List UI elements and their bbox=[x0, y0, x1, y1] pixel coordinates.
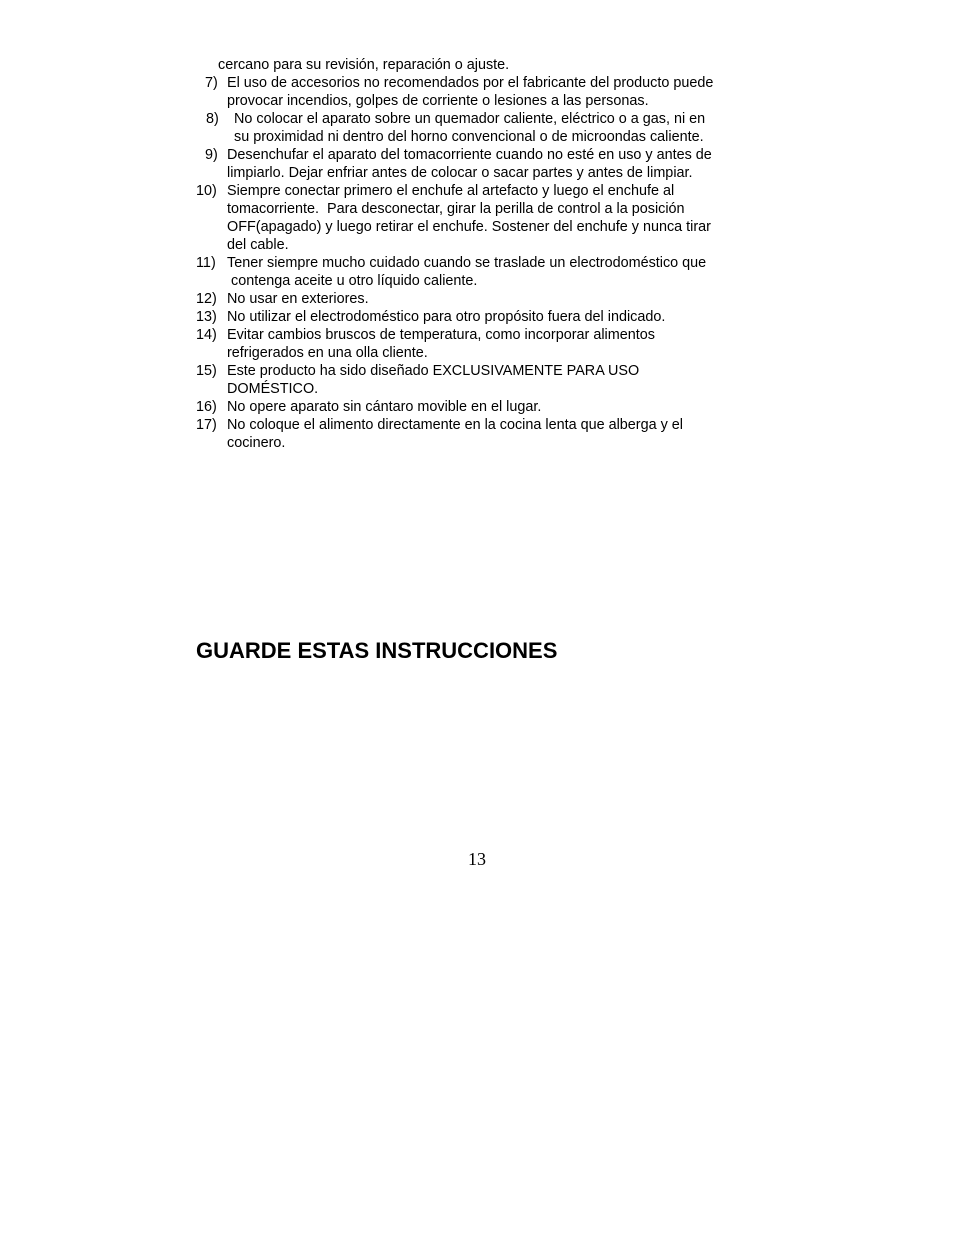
item-line: DOMÉSTICO. bbox=[227, 381, 319, 397]
item-number: 13) bbox=[196, 309, 217, 325]
section-heading: GUARDE ESTAS INSTRUCCIONES bbox=[196, 638, 558, 663]
list-item bbox=[196, 416, 766, 452]
item-text bbox=[227, 254, 766, 290]
item-line: No usar en exteriores. bbox=[227, 291, 369, 307]
item-line: El uso de accesorios no recomendados por el fabricante del producto puede bbox=[227, 75, 714, 91]
item-text bbox=[227, 362, 766, 398]
item-line: Siempre conectar primero el enchufe al artefacto y luego el enchufe al bbox=[227, 183, 675, 199]
item-number: 7) bbox=[205, 75, 218, 91]
item-line: OFF(apagado) y luego retirar el enchufe. Sostener del enchufe y nunca tirar bbox=[227, 219, 711, 235]
list-item bbox=[196, 254, 766, 290]
list-item bbox=[196, 74, 766, 110]
item-line: tomacorriente. Para desconectar, girar la perilla de control a la posición bbox=[227, 201, 685, 217]
list-item bbox=[196, 398, 766, 416]
item-number: 11) bbox=[196, 255, 216, 271]
item-text bbox=[227, 416, 766, 452]
item-text bbox=[227, 398, 766, 416]
list-item bbox=[196, 110, 766, 146]
item-text bbox=[227, 74, 766, 110]
list-item bbox=[196, 146, 766, 182]
continuation-line: cercano para su revisión, reparación o ajuste. bbox=[218, 57, 510, 73]
item-text bbox=[227, 326, 766, 362]
item-line: No opere aparato sin cántaro movible en el lugar. bbox=[227, 399, 542, 415]
item-number: 10) bbox=[196, 183, 217, 199]
item-line: Evitar cambios bruscos de temperatura, como incorporar alimentos bbox=[227, 327, 655, 343]
item-line: cocinero. bbox=[227, 435, 286, 451]
item-line: provocar incendios, golpes de corriente o lesiones a las personas. bbox=[227, 93, 649, 109]
item-text bbox=[227, 308, 766, 326]
item-line: Tener siempre mucho cuidado cuando se traslade un electrodoméstico que bbox=[227, 255, 707, 271]
list-item bbox=[196, 326, 766, 362]
list-item bbox=[196, 290, 766, 308]
item-text bbox=[227, 290, 766, 308]
item-line: No colocar el aparato sobre un quemador caliente, eléctrico o a gas, ni en bbox=[234, 111, 706, 127]
list-item bbox=[196, 362, 766, 398]
list-item bbox=[196, 182, 766, 254]
item-text bbox=[234, 110, 766, 146]
item-number: 17) bbox=[196, 417, 217, 433]
item-number: 14) bbox=[196, 327, 217, 343]
item-number: 15) bbox=[196, 363, 217, 379]
safety-instructions-list bbox=[196, 56, 766, 452]
item-number: 12) bbox=[196, 291, 217, 307]
item-text bbox=[227, 182, 766, 254]
item-line: No coloque el alimento directamente en la cocina lenta que alberga y el bbox=[227, 417, 683, 433]
item-text bbox=[227, 146, 766, 182]
item-line: su proximidad ni dentro del horno convencional o de microondas caliente. bbox=[234, 129, 704, 145]
item-line: refrigerados en una olla cliente. bbox=[227, 345, 428, 361]
item-line: Este producto ha sido diseñado EXCLUSIVAMENTE PARA USO bbox=[227, 363, 640, 379]
item-number: 8) bbox=[206, 111, 219, 127]
item-number: 16) bbox=[196, 399, 217, 415]
item-line: contenga aceite u otro líquido caliente. bbox=[227, 273, 478, 289]
item-number: 9) bbox=[205, 147, 218, 163]
item-line: No utilizar el electrodoméstico para otro propósito fuera del indicado. bbox=[227, 309, 666, 325]
item-line: limpiarlo. Dejar enfriar antes de colocar o sacar partes y antes de limpiar. bbox=[227, 165, 693, 181]
item-line: del cable. bbox=[227, 237, 289, 253]
item-line: Desenchufar el aparato del tomacorriente cuando no esté en uso y antes de bbox=[227, 147, 712, 163]
page-number: 13 bbox=[468, 849, 486, 869]
list-item bbox=[196, 308, 766, 326]
